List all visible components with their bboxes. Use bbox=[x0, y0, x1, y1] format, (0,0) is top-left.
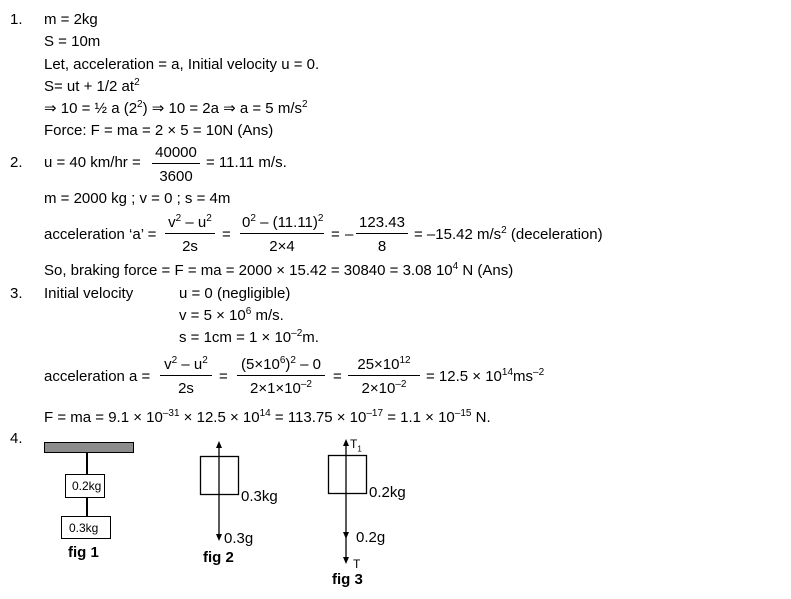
acc-fraction-3: $25\times 10^{12}$ $2\times 10^{-2}$ bbox=[348, 356, 420, 397]
arrow-down-icon bbox=[343, 532, 349, 539]
fig-3-caption: fig 3 bbox=[332, 571, 363, 588]
velocity-result: = 11.11 m/s. bbox=[206, 154, 287, 171]
velocity-label: u = 40 km/hr = bbox=[44, 154, 141, 171]
acc-fraction-1: $v^2 - u^2$ 2s bbox=[160, 356, 212, 397]
problem-number: 3. bbox=[10, 285, 23, 302]
fig-2-mass: 0.3kg bbox=[241, 488, 278, 505]
fig-3-weight: 0.2g bbox=[356, 529, 386, 546]
arrow-up-icon bbox=[216, 441, 222, 448]
force-answer: Force: F = ma = 2 × 5 = 10N (Ans) bbox=[44, 122, 274, 139]
fig-3-tension-top: $T_1$ bbox=[350, 437, 362, 454]
string-upper bbox=[86, 453, 88, 474]
problem-number: 2. bbox=[10, 154, 23, 171]
ceiling-support bbox=[44, 442, 134, 453]
braking-force: So, braking force = F = ma = 2000 × 15.42 = 30840 = 3.08 $10^4$ N (Ans) bbox=[44, 261, 514, 279]
given-mass: m = 2kg bbox=[44, 11, 98, 28]
kinematic-equation: S= ut + 1/2 $at^2$ bbox=[44, 77, 140, 95]
given-distance: S = 10m bbox=[44, 33, 101, 50]
problem-number: 4. bbox=[10, 430, 23, 447]
string-lower bbox=[86, 498, 88, 517]
given-values: m = 2000 kg ; v = 0 ; s = 4m bbox=[44, 190, 231, 207]
acceleration-result: = $12.5 \times 10^{14}ms^{-2}$ bbox=[426, 367, 545, 385]
fig-3-mass: 0.2kg bbox=[369, 484, 406, 501]
initial-velocity-label: Initial velocity bbox=[44, 285, 134, 302]
block-lower: 0.3kg bbox=[61, 516, 111, 539]
fig-3-tension-bottom: T bbox=[353, 557, 361, 571]
arrow-up-icon bbox=[343, 439, 349, 446]
acc-fraction-2: $(5\times 10^6)^2 - 0$ $2\times 1\times 10^{-2}$ bbox=[237, 356, 325, 397]
fig-2-weight: 0.3g bbox=[224, 530, 254, 547]
arrow-down-icon bbox=[343, 557, 349, 564]
final-velocity: $v = 5 \times 10^6$ m/s. bbox=[179, 306, 284, 324]
distance: $s = 1cm = 1 \times 10^{-2}m$. bbox=[179, 328, 319, 346]
arrow-down-icon bbox=[216, 534, 222, 541]
initial-velocity: u = 0 (negligible) bbox=[179, 285, 291, 302]
assumption-line: Let, acceleration = a, Initial velocity u = 0. bbox=[44, 56, 320, 73]
force-answer: F = ma = $9.1 \times 10^{-31} \times 12.5 \times 10^{14} = 113.75 \times 10^{-17} = 1.1 \times 10^{-15}$ N. bbox=[44, 408, 491, 426]
block-upper: 0.2kg bbox=[65, 474, 105, 498]
acc-fraction-3: 123.43 8 bbox=[356, 214, 408, 255]
acceleration-label: acceleration a = bbox=[44, 368, 151, 385]
problem-number: 1. bbox=[10, 11, 23, 28]
acceleration-result: = –15.42 $m/s^2$ (deceleration) bbox=[414, 225, 603, 243]
acc-fraction-2: $0^2 - (11.11)^2$ 2×4 bbox=[242, 213, 324, 255]
fig-1-caption: fig 1 bbox=[68, 544, 99, 561]
velocity-fraction: 40000 3600 bbox=[152, 144, 200, 185]
fig-2-caption: fig 2 bbox=[203, 549, 234, 566]
acceleration-label: acceleration ‘a’ = bbox=[44, 226, 157, 243]
acc-fraction-1: $v^2 - u^2$ 2s bbox=[165, 214, 215, 255]
solve-acceleration: ⇒ 10 = ½ a $(2^2)$ ⇒ 10 = 2a ⇒ a = 5 $m/s^2$ bbox=[44, 99, 308, 117]
fig-3-arrows bbox=[320, 438, 380, 571]
